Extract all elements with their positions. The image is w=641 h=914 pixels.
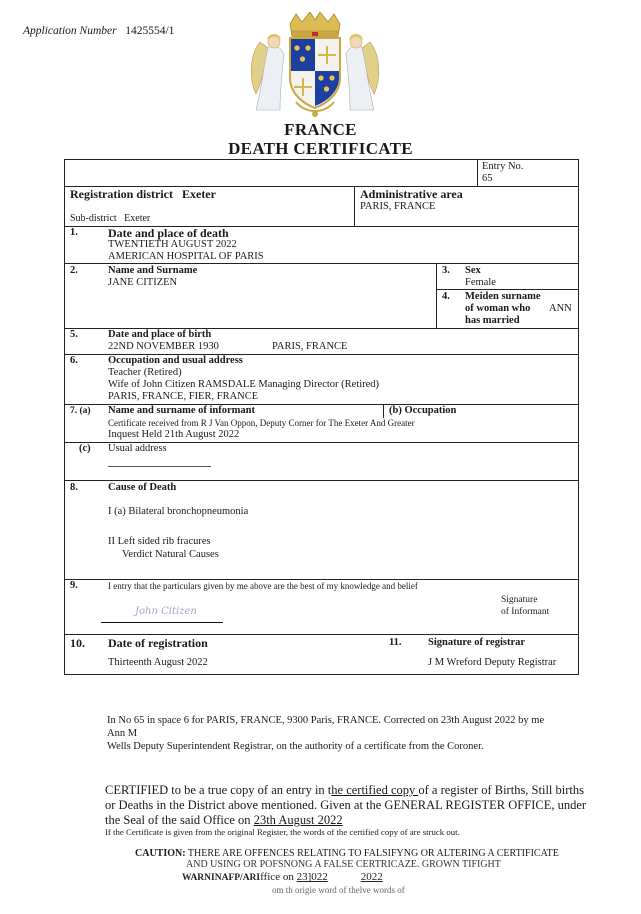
application-number [23, 25, 174, 37]
occupation-spouse: Wife of John Citizen RAMSDALE Managing Director (Retired) [108, 379, 380, 390]
certified-date: 23th August 2022 [253, 813, 343, 827]
field-8-number: 8. [70, 482, 78, 493]
certified-text-1b: of a register of Births, Still births [418, 783, 584, 797]
field-5-number: 5. [70, 329, 78, 340]
sub-district [70, 213, 150, 226]
field-11-label: Signature of registrar [428, 637, 526, 648]
warning-label: WARNINAFP/ARI [182, 873, 261, 883]
field-9-number: 9. [70, 580, 78, 591]
certificate-table [64, 159, 579, 675]
field-1-label: Date and place of death [108, 226, 229, 240]
field-7c-number: (c) [79, 443, 91, 454]
field-10-number: 10. [70, 636, 85, 650]
entry-no-label: Entry No. [482, 161, 524, 172]
registration-district-label: Registration district [70, 187, 173, 201]
registration-district-value: Exeter [181, 187, 216, 201]
sex-value: Female [465, 277, 496, 288]
signature-label-1: Signature [501, 595, 538, 605]
cause-of-death-2: II Left sided rib fracures [108, 536, 211, 547]
field-11-number: 11. [389, 637, 402, 648]
field-1-number: 1. [70, 227, 78, 238]
row-divider [65, 634, 578, 635]
col-divider [354, 186, 355, 226]
country-title: FRANCE [284, 120, 357, 139]
field-8-label: Cause of Death [108, 482, 177, 493]
informant-statement: I entry that the particulars given by me above are the best of my knowledge and belief [108, 581, 418, 591]
certified-copy-underlined: he certified copy [331, 783, 419, 797]
certified-line-2: or Deaths in the District above mentioned. Given at the GENERAL REGISTER OFFICE, under [105, 798, 587, 812]
entry-no-value: 65 [482, 173, 493, 184]
field-4-label-3: has married [465, 315, 520, 326]
birth-date: 22ND NOVEMBER 1930 [108, 341, 219, 352]
order-pendant [312, 111, 318, 117]
correction-line-1: In No 65 in space 6 for PARIS, FRANCE, 9300 Paris, FRANCE. Corrected on 23th August 2022 by me [107, 715, 545, 726]
caution-line-2: AND USING OR POFSNONG A FALSE CERTRICAZE. GROWN TIFIGHT [186, 859, 501, 870]
col-divider [436, 263, 437, 328]
usual-address-line [108, 466, 211, 467]
informant-inquest: Inquest Held 21th August 2022 [108, 429, 240, 440]
field-6-number: 6. [70, 355, 78, 366]
admin-area-label: Administrative area [360, 187, 463, 201]
signature-line [101, 622, 223, 623]
col-divider [383, 404, 384, 418]
registrar-name: J M Wreford Deputy Registrar [428, 657, 557, 668]
warning-date-2: 2022 [360, 871, 383, 883]
field-5-label: Date and place of birth [108, 329, 212, 340]
shield-quarter-blue-1 [291, 39, 315, 71]
usual-address: PARIS, FRANCE, FIER, FRANCE [108, 391, 259, 402]
row-divider [436, 289, 578, 290]
informant-name: Certificate received from R J Van Oppon, Deputy Corner for The Exeter And Greater [108, 418, 415, 428]
field-4-label-1: Meiden surname [465, 291, 541, 302]
field-7c-label: Usual address [108, 443, 167, 454]
crown-jewel [312, 32, 318, 36]
field-7b-label: (b) Occupation [389, 405, 457, 416]
deceased-name: JANE CITIZEN [108, 277, 178, 288]
caution-text-1: THERE ARE OFFENCES RELATING TO FALSIFYNG OR ALTERING A CERTIFICATE [187, 848, 559, 859]
col-divider [477, 160, 478, 186]
admin-area-value: PARIS, FRANCE [360, 201, 436, 212]
birth-place: PARIS, FRANCE [272, 341, 348, 352]
row-divider [65, 480, 578, 481]
verdict: Verdict Natural Causes [122, 549, 219, 560]
caution-label: CAUTION: [135, 848, 186, 859]
warning-text: ffice on [260, 871, 297, 883]
caution-line-4: om th origie word of thelve words of [272, 885, 405, 895]
registration-date: Thirteenth August 2022 [108, 657, 208, 668]
certificate-title: DEATH CERTIFICATE [228, 139, 413, 158]
field-2-number: 2. [70, 265, 78, 276]
correction-line-3: Wells Deputy Superintendent Registrar, on the authority of a certificate from the Coroner. [107, 741, 484, 752]
death-place: AMERICAN HOSPITAL OF PARIS [108, 251, 264, 262]
coat-of-arms-logo [246, 12, 384, 120]
application-number-label: Application Number [23, 25, 117, 37]
field-2-label: Name and Surname [108, 265, 198, 276]
correction-line-2: Ann M [107, 728, 138, 739]
warning-line [182, 871, 383, 883]
certified-text-3: the Seal of the said Office on [105, 813, 254, 827]
registration-district [70, 188, 216, 201]
informant-signature: John Citizen [135, 606, 197, 617]
maiden-surname-value: ANN [549, 303, 572, 314]
sub-district-label: Sub-district [70, 213, 117, 224]
field-7a-label: Name and surname of informant [108, 405, 255, 416]
certified-note: If the Certificate is given from the original Register, the words of the certified copy of are struck out. [105, 827, 460, 837]
field-6-label: Occupation and usual address [108, 355, 243, 366]
signature-label-2: of Informant [501, 607, 550, 617]
field-7a-number: 7. (a) [70, 406, 91, 416]
field-10-label: Date of registration [108, 636, 208, 650]
certified-line-1 [105, 783, 584, 799]
field-3-number: 3. [442, 265, 450, 276]
field-4-label-2: of woman who [465, 303, 531, 314]
death-date: TWENTIETH AUGUST 2022 [108, 239, 237, 250]
warning-date-1: 23]022 [296, 871, 328, 883]
field-3-label: Sex [465, 265, 481, 276]
field-4-number: 4. [442, 291, 450, 302]
occupation: Teacher (Retired) [108, 367, 182, 378]
application-number-value: 1425554/1 [125, 25, 175, 37]
sub-district-value: Exeter [124, 213, 151, 224]
certified-text-1a: CERTIFIED to be a true copy of an entry in t [105, 783, 332, 797]
cause-of-death-1a: I (a) Bilateral bronchopneumonia [108, 506, 249, 517]
